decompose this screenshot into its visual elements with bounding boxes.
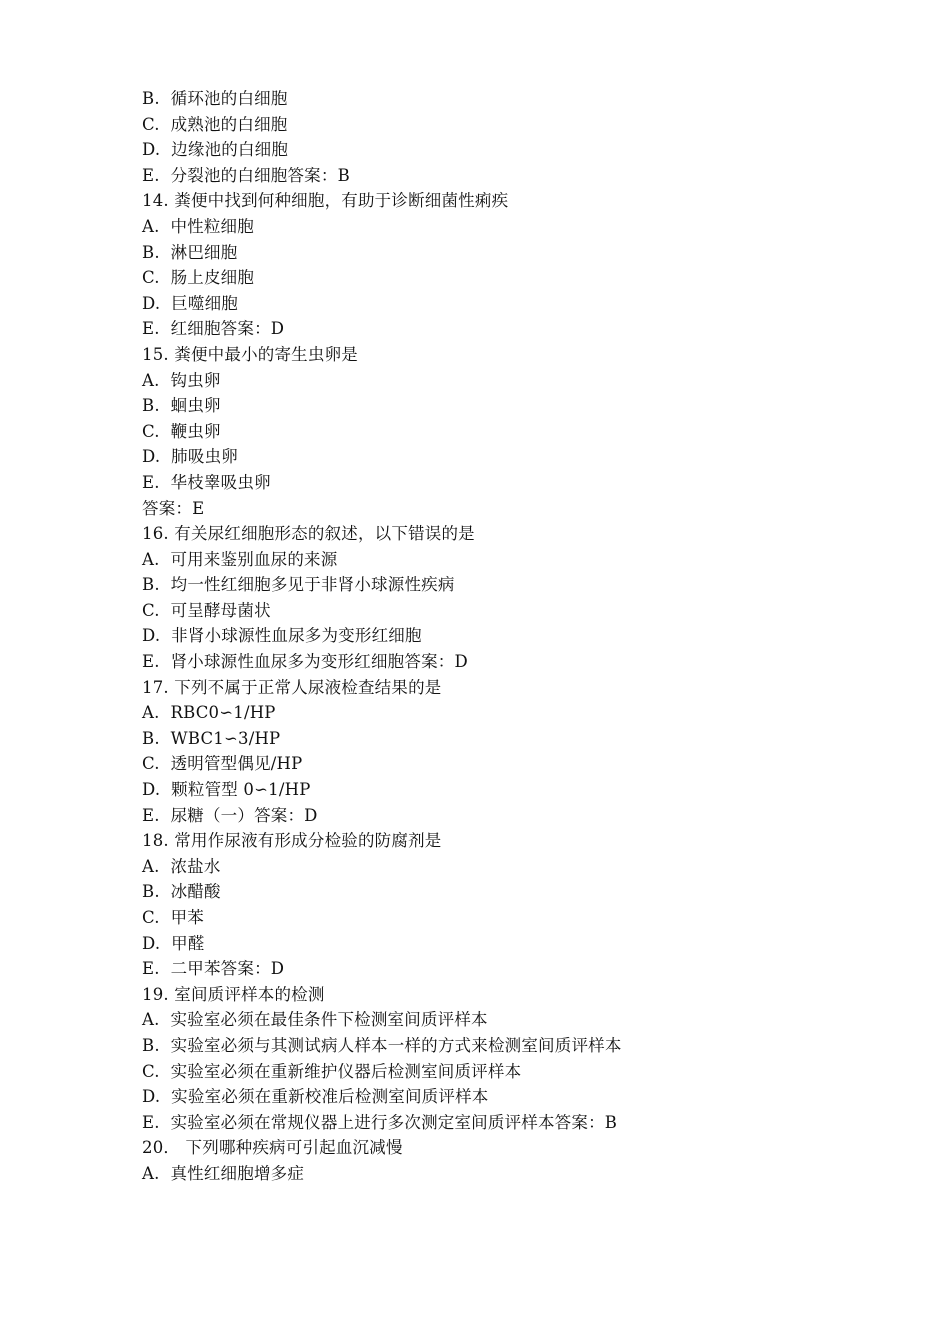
text-line: E. 尿糖（一）答案：D xyxy=(142,805,318,825)
text-line: D. 甲醛 xyxy=(142,933,205,953)
text-line: C. 甲苯 xyxy=(142,908,204,927)
text-line: E. 分裂池的白细胞答案：B xyxy=(142,165,350,185)
text-line: E. 肾小球源性血尿多为变形红细胞答案：D xyxy=(142,652,468,672)
text-line: E. 二甲苯答案：D xyxy=(142,959,285,979)
text-line: D. 颗粒管型 0∽1/HP xyxy=(142,780,311,800)
text-line: E. 实验室必须在常规仪器上进行多次测定室间质评样本答案：B xyxy=(142,1112,618,1132)
text-line: C. 可呈酵母菌状 xyxy=(142,600,271,620)
question-stem: 15. 粪便中最小的寄生虫卵是 xyxy=(142,344,358,364)
text-line: A. RBC0∽1/HP xyxy=(142,703,276,723)
text-line: C. 实验室必须在重新维护仪器后检测室间质评样本 xyxy=(142,1061,522,1081)
question-stem: 19. 室间质评样本的检测 xyxy=(142,984,325,1004)
text-line: A. 钩虫卵 xyxy=(142,370,221,390)
text-line: B. 均一性红细胞多见于非肾小球源性疾病 xyxy=(142,575,455,595)
text-line: D. 非肾小球源性血尿多为变形红细胞 xyxy=(142,626,422,646)
text-line: A. 可用来鉴别血尿的来源 xyxy=(142,549,338,569)
text-line: E. 红细胞答案：D xyxy=(142,319,285,339)
text-line: B. 实验室必须与其测试病人样本一样的方式来检测室间质评样本 xyxy=(142,1035,622,1055)
text-line: A. 实验室必须在最佳条件下检测室间质评样本 xyxy=(142,1010,488,1030)
text-line: C. 肠上皮细胞 xyxy=(142,268,255,288)
text-line: E. 华枝睾吸虫卵 xyxy=(142,472,271,492)
question-stem: 20． 下列哪种疾病可引起血沉减慢 xyxy=(142,1138,403,1158)
question-stem: 16. 有关尿红细胞形态的叙述，以下错误的是 xyxy=(142,524,475,544)
text-line: B. 循环池的白细胞 xyxy=(142,89,288,108)
text-line: D. 肺吸虫卵 xyxy=(142,447,238,467)
question-stem: 14. 粪便中找到何种细胞，有助于诊断细菌性痢疾 xyxy=(142,191,509,211)
text-line: C. 鞭虫卵 xyxy=(142,421,221,441)
text-line: D. 边缘池的白细胞 xyxy=(142,140,289,160)
text-line: C. 成熟池的白细胞 xyxy=(142,114,288,134)
answer-line: 答案：E xyxy=(142,498,205,518)
text-line: B. 蛔虫卵 xyxy=(142,396,221,416)
text-line: D. 实验室必须在重新校准后检测室间质评样本 xyxy=(142,1087,489,1107)
question-stem: 18. 常用作尿液有形成分检验的防腐剂是 xyxy=(142,831,442,851)
text-line: B. 淋巴细胞 xyxy=(142,242,238,262)
text-line: D. 巨噬细胞 xyxy=(142,293,238,313)
text-line: C. 透明管型偶见/HP xyxy=(142,754,303,774)
text-line: A. 浓盐水 xyxy=(142,856,221,876)
text-line: A. 中性粒细胞 xyxy=(142,216,254,236)
text-line: B. 冰醋酸 xyxy=(142,882,221,902)
question-stem: 17. 下列不属于正常人尿液检查结果的是 xyxy=(142,677,442,697)
question-text-block xyxy=(142,86,902,1187)
text-line: A. 真性红细胞增多症 xyxy=(142,1163,305,1183)
text-line: B. WBC1∽3/HP xyxy=(142,728,281,748)
